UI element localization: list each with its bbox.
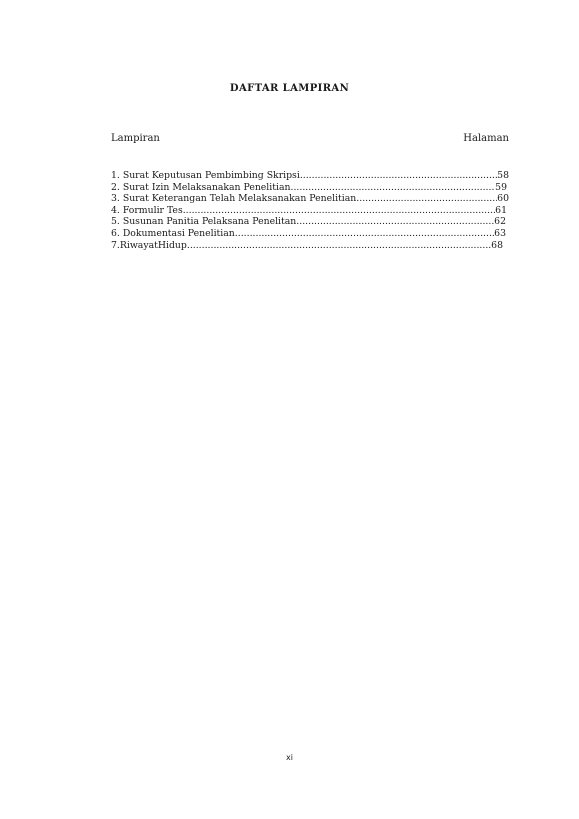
appendix-entry-label: 3. Surat Keterangan Telah Melaksanakan Penelitian bbox=[111, 193, 357, 205]
dot-leader bbox=[187, 240, 491, 252]
appendix-entry bbox=[111, 228, 506, 240]
appendix-entry-page: 62 bbox=[494, 216, 506, 228]
appendix-entry-page: 59 bbox=[495, 181, 507, 193]
appendix-entry-page: 60 bbox=[497, 193, 509, 205]
column-header-lampiran: Lampiran bbox=[111, 133, 160, 144]
appendix-entry-label: 5. Susunan Panitia Pelaksana Penelitan bbox=[111, 216, 297, 228]
dot-leader bbox=[300, 170, 497, 182]
dot-leader bbox=[235, 228, 494, 240]
dot-leader bbox=[183, 205, 495, 217]
dot-leader bbox=[291, 182, 496, 194]
appendix-entry bbox=[111, 193, 509, 205]
dot-leader bbox=[356, 193, 497, 205]
column-header-row bbox=[111, 133, 509, 144]
appendix-entry-page: 68 bbox=[491, 239, 503, 251]
appendix-entry bbox=[111, 205, 507, 217]
appendix-entry-label: 2. Surat Izin Melaksanakan Penelitian bbox=[111, 181, 291, 193]
appendix-entry bbox=[111, 182, 507, 194]
appendix-entry-label: 6. Dokumentasi Penelitian bbox=[111, 227, 235, 239]
column-header-halaman: Halaman bbox=[463, 133, 509, 144]
appendix-entry-label: 1. Surat Keputusan Pembimbing Skripsi bbox=[111, 170, 300, 181]
dot-leader bbox=[296, 216, 494, 228]
page-title: DAFTAR LAMPIRAN bbox=[229, 83, 350, 94]
appendix-entry bbox=[111, 216, 506, 228]
appendix-list bbox=[111, 170, 509, 251]
page-number: xi bbox=[286, 753, 293, 762]
appendix-entry bbox=[111, 240, 503, 252]
appendix-entry-page: 58 bbox=[497, 170, 509, 181]
appendix-entry-label: 4. Formulir Tes bbox=[111, 204, 183, 216]
appendix-entry-label: 7.RiwayatHidup bbox=[111, 239, 187, 251]
appendix-entry-page: 63 bbox=[494, 227, 506, 239]
appendix-entry bbox=[111, 170, 509, 182]
appendix-entry-page: 61 bbox=[495, 204, 507, 216]
